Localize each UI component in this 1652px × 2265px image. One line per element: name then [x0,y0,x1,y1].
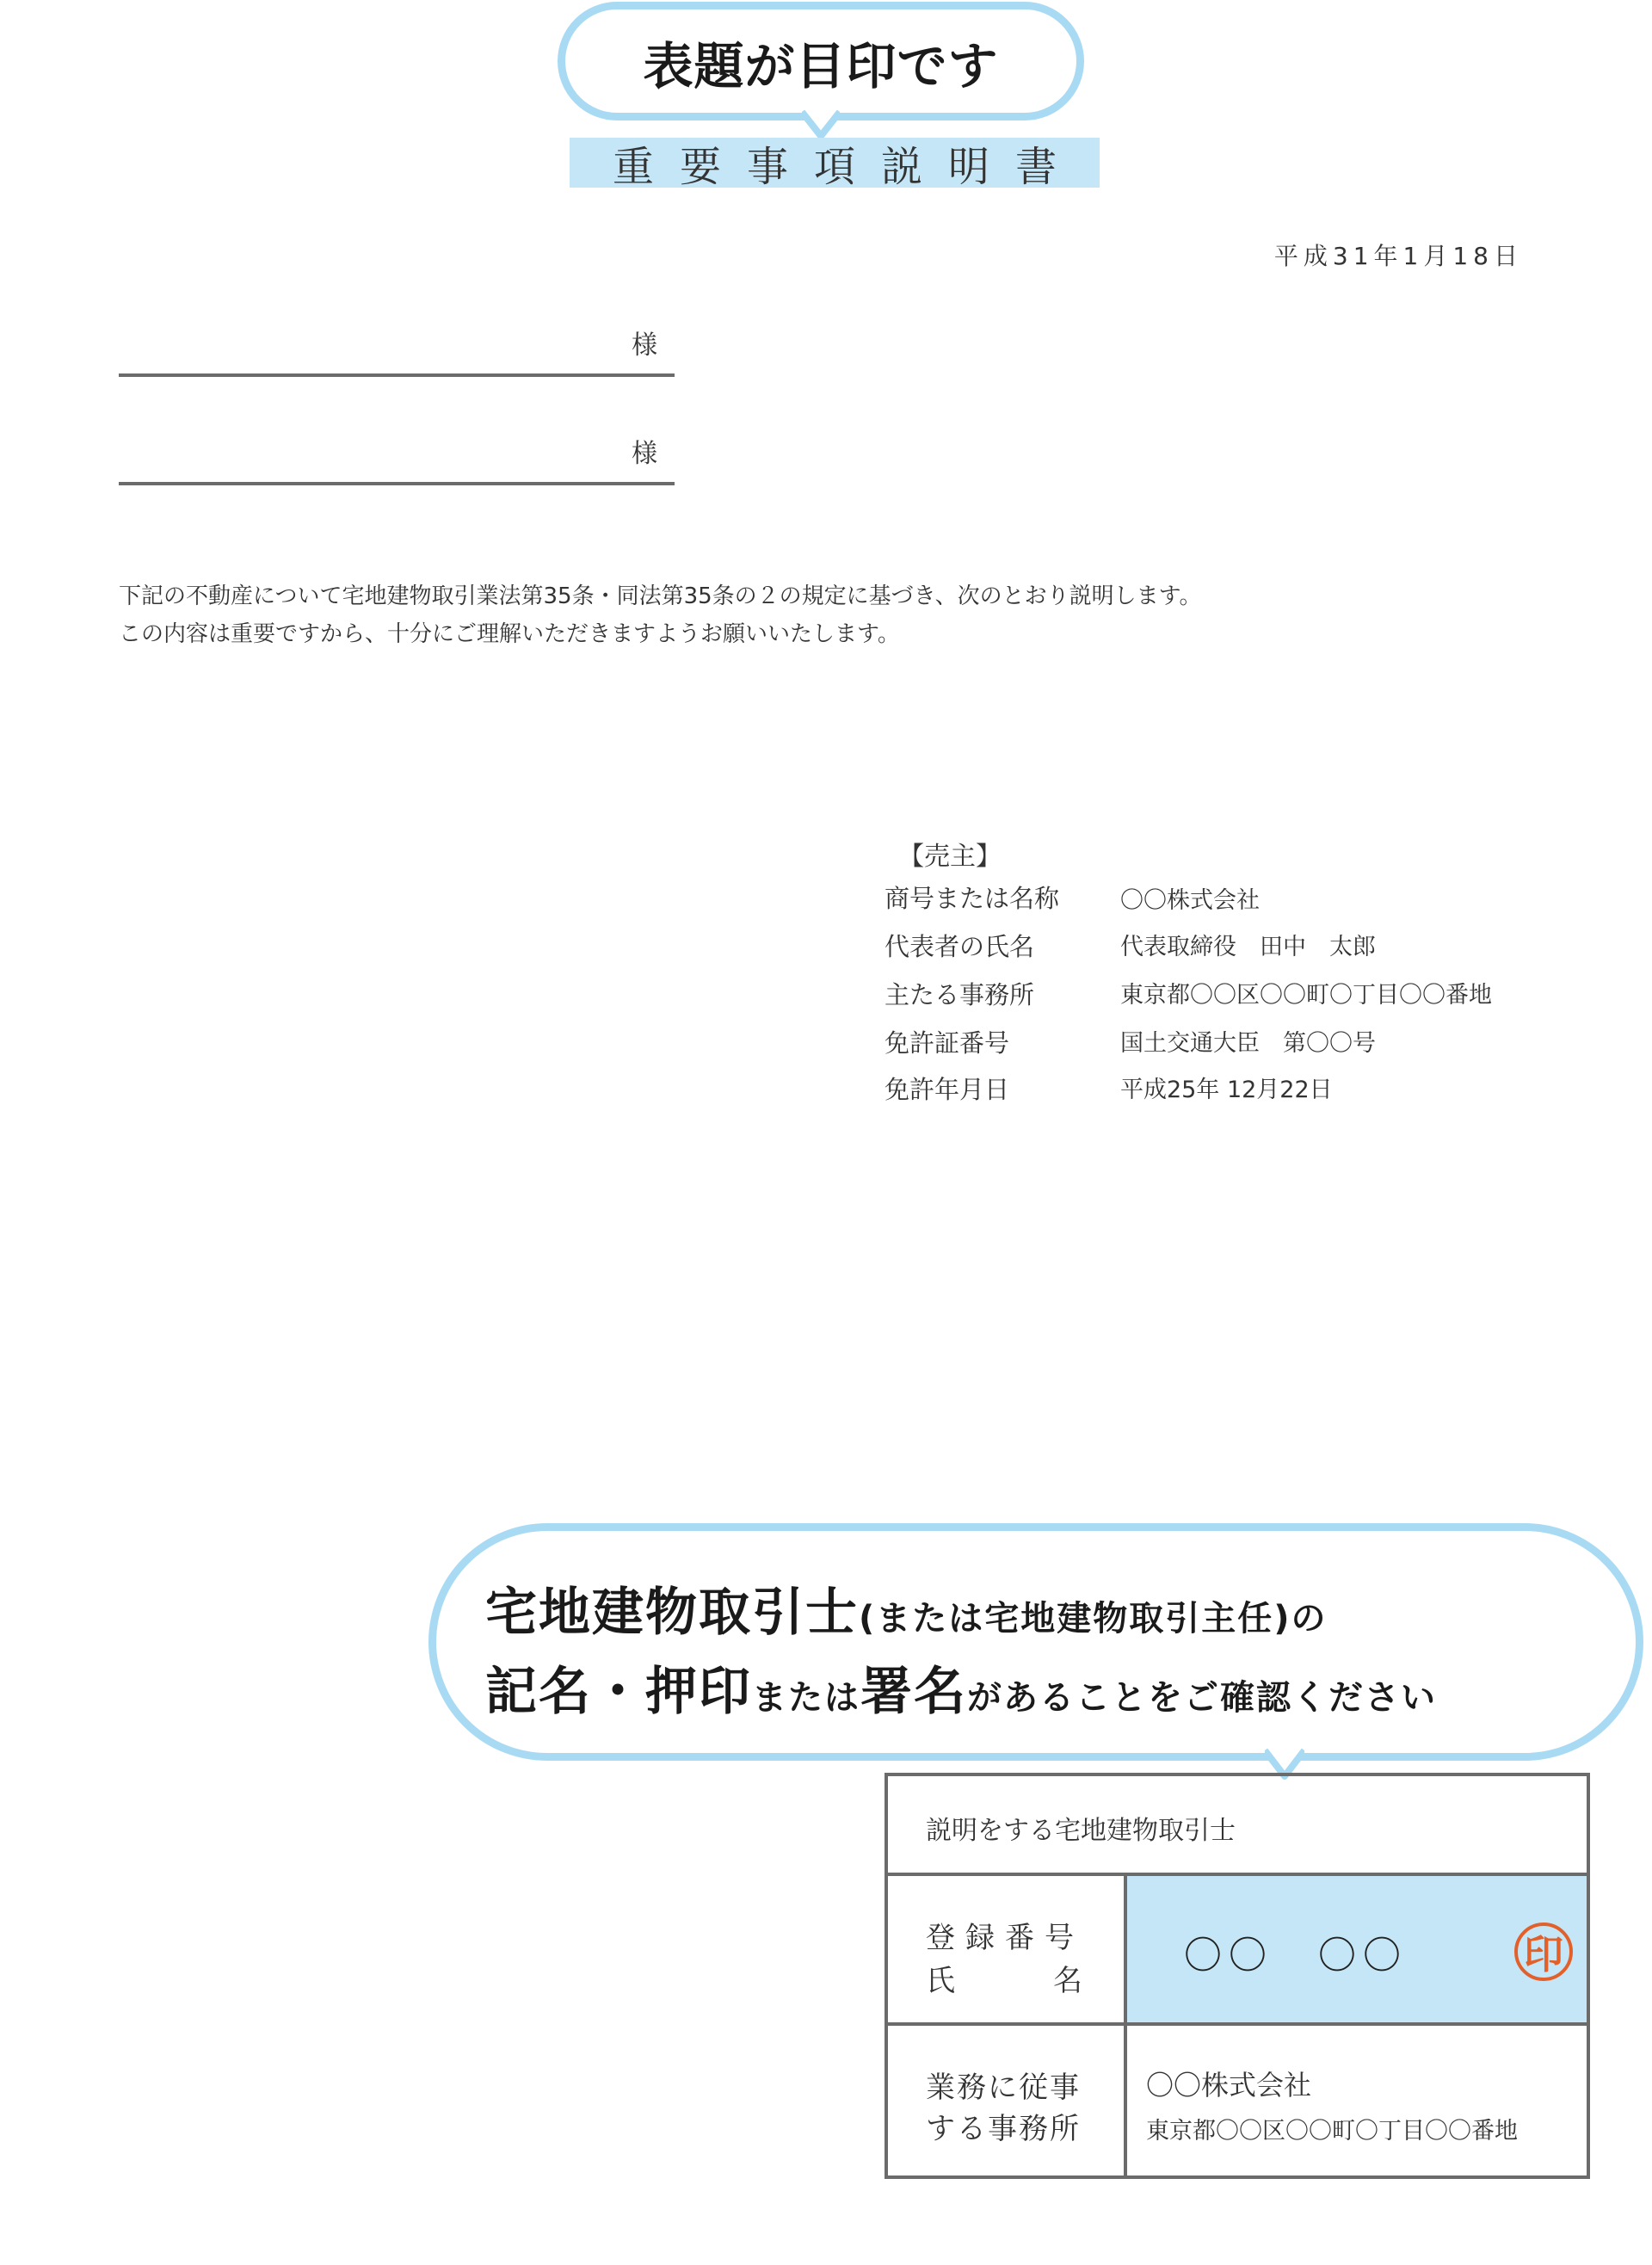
seller-label-representative: 代表者の氏名 [885,932,1035,961]
seller-label-main-office: 主たる事務所 [885,980,1035,1009]
agent-signature-table [885,1773,1590,2179]
callout-emphasis: 署名 [860,1662,967,1722]
seller-value-trade-name: 〇〇株式会社 [1120,887,1260,914]
addressee-suffix: 様 [632,330,657,361]
addressee-line [119,430,675,485]
seller-value-license-number: 国土交通大臣 第〇〇号 [1120,1030,1376,1057]
signature-table-header [885,1773,1590,1876]
seller-value-representative: 代表取締役 田中 太郎 [1120,934,1376,960]
addressee-suffix: 様 [632,439,657,469]
document-date: 平成31年1月18日 [1273,242,1523,270]
top-callout-text: 表題が目印です [643,37,999,96]
seller-heading: 【売主】 [898,842,1002,872]
seller-value-license-date: 平成25年 12月22日 [1120,1077,1333,1103]
registration-label-cell [885,1873,1127,2026]
signature-table-header-text: 説明をする宅地建物取引士 [926,1816,1236,1846]
office-value-cell [1124,2022,1590,2179]
seller-label-license-date: 免許年月日 [885,1075,1010,1104]
office-company-name: 〇〇株式会社 [1146,2069,1312,2101]
bottom-callout-line-1 [485,1571,1328,1645]
agent-name: 〇〇 〇〇 [1184,1934,1408,1978]
callout-text: または [752,1678,860,1718]
document-title: 重要事項説明書 [612,142,1082,191]
callout-text: (または宅地建物取引主任)の [859,1599,1328,1639]
seller-label-license-number: 免許証番号 [885,1028,1010,1058]
callout-text: があることをご確認ください [967,1678,1437,1718]
registration-number-label: 登録番号 [926,1921,1084,1955]
bottom-callout-line-2 [485,1651,1437,1725]
office-label-line-1: 業務に従事 [926,2071,1081,2105]
office-address: 東京都〇〇区〇〇町〇丁目〇〇番地 [1146,2118,1518,2145]
office-label-line-2: する事務所 [926,2112,1081,2146]
callout-emphasis: 宅地建物取引士 [485,1583,859,1643]
name-label-first: 氏 [926,1964,955,1998]
intro-text-line: この内容は重要ですから、十分にご理解いただきますようお願いいたします。 [119,621,900,647]
agent-name-cell [1124,1873,1590,2026]
seller-value-main-office: 東京都〇〇区〇〇町〇丁目〇〇番地 [1120,982,1492,1009]
name-label-second: 名 [1053,1964,1082,1998]
addressee-line [119,322,675,377]
office-label-cell [885,2022,1127,2179]
callout-emphasis: 記名・押印 [485,1662,752,1722]
seller-label-trade-name: 商号または名称 [885,884,1060,913]
intro-text-line: 下記の不動産について宅地建物取引業法第35条・同法第35条の２の規定に基づき、次のとおり説明します。 [119,583,1202,609]
seal-stamp-text: 印 [1524,1931,1563,1978]
